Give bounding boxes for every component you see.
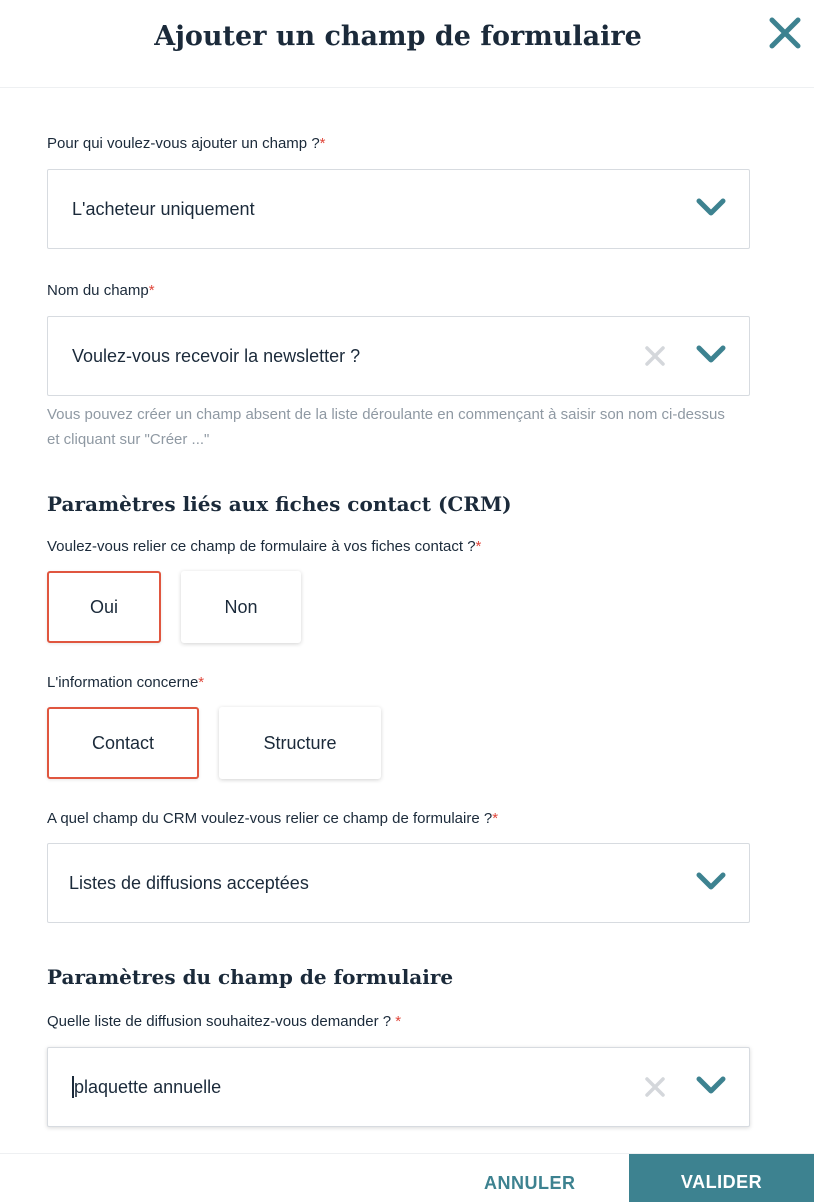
target-select[interactable] [47,169,750,249]
option-non[interactable] [181,571,301,643]
required-mark: * [148,282,155,299]
target-select-value: L'acheteur uniquement [72,199,255,219]
option-structure[interactable] [219,707,381,779]
option-oui[interactable] [47,571,161,643]
chevron-down-icon[interactable] [695,343,727,367]
required-mark: * [492,810,499,827]
dialog-title: Ajouter un champ de formulaire [154,21,642,52]
option-non-label: Non [224,596,258,617]
crm-field-select[interactable] [47,843,750,923]
submit-button[interactable] [629,1154,814,1202]
mailing-list-input-value: plaquette annuelle [74,1077,222,1097]
option-oui-label: Oui [89,596,118,617]
field-name-select[interactable] [47,316,750,396]
clear-icon[interactable] [643,344,667,368]
dialog-footer [0,1153,814,1202]
link-question-label [47,538,481,555]
link-question-label-text: Voulez-vous relier ce champ de formulaire à vos fiches contact ? [47,538,476,555]
crm-field-select-value: Listes de diffusions acceptées [69,873,309,893]
clear-icon[interactable] [643,1075,667,1099]
close-icon [768,16,802,50]
field-name-help-text: Vous pouvez créer un champ absent de la liste déroulante en commençant à saisir son nom ci-dessus et cliquant sur "Créer ..." [47,406,725,448]
field-name-select-value: Voulez-vous recevoir la newsletter ? [72,346,361,366]
required-mark: * [198,674,205,691]
mailing-list-label-text: Quelle liste de diffusion souhaitez-vous demander ? [47,1013,392,1030]
field-name-label [47,282,155,299]
field-name-label-text: Nom du champ [47,282,149,299]
required-mark: * [391,1013,402,1030]
required-mark: * [319,135,326,152]
option-contact[interactable] [47,707,199,779]
chevron-down-icon[interactable] [695,870,727,894]
option-contact-label: Contact [91,732,155,753]
concerns-label-text: L'information concerne [47,674,199,691]
close-button[interactable] [768,16,802,50]
dialog-header [0,0,814,88]
required-mark: * [475,538,482,555]
chevron-down-icon[interactable] [695,196,727,220]
crm-field-label [47,810,498,827]
crm-field-label-text: A quel champ du CRM voulez-vous relier ce champ de formulaire ? [47,810,493,827]
mailing-list-input[interactable] [47,1047,750,1127]
target-label [47,135,326,152]
mailing-list-label [47,1013,401,1030]
target-label-text: Pour qui voulez-vous ajouter un champ ? [47,135,320,152]
option-structure-label: Structure [263,732,337,753]
chevron-down-icon[interactable] [695,1074,727,1098]
submit-button-label: VALIDER [680,1172,763,1192]
concerns-label [47,674,204,691]
form-section-title: Paramètres du champ de formulaire [47,965,454,989]
crm-section-title: Paramètres liés aux fiches contact (CRM) [47,492,512,516]
cancel-button[interactable]: ANNULER [484,1173,576,1193]
